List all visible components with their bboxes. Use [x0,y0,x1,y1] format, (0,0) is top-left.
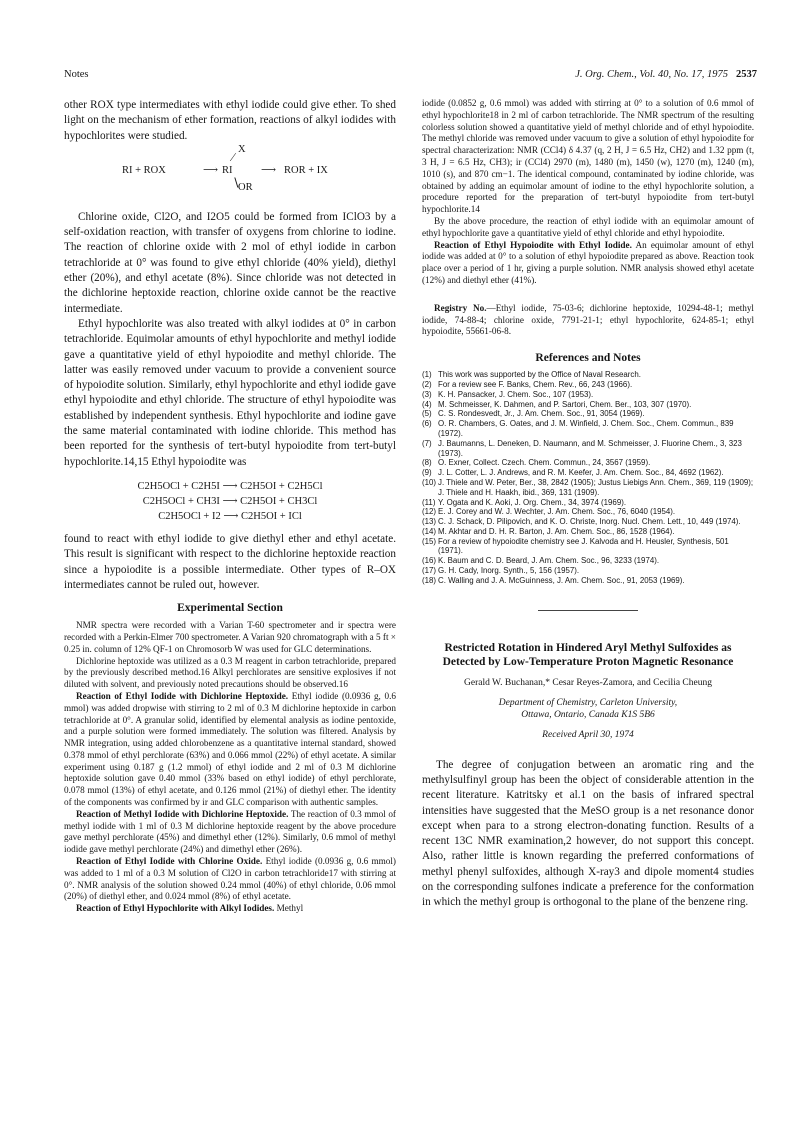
reference-item [422,498,754,508]
reference-text: C. J. Schack, D. Pilipovich, and K. O. Christe, Inorg. Nucl. Chem. Lett., 10, 449 (1974). [438,517,741,527]
reference-text: This work was supported by the Office of Naval Research. [438,370,641,380]
paragraph: The degree of conjugation between an aromatic ring and the methylsulfinyl group has been the object of considerable attention in the recent literature. Katritsky et al.1 on the basis of infrared spectral intensities have suggested that the MeSO group is a net resonance donor except when para to a strong electron-donating function. Results of a recent 13C NMR examination,2 however, do not support this concept. Also, rather little is known regarding the preferred conformations of methyl phenyl sulfoxides, although X-ray3 and dipole moment4 studies on the corresponding sulfones indicate a preference for the conformation in which the methyl group is orthogonal to the plane of the benzene ring. [422,758,754,909]
paragraph [64,691,396,809]
right-column [422,98,754,911]
reference-number: (9) [422,468,432,478]
reference-item [422,517,754,527]
reference-item [422,507,754,517]
reference-text: J. Thiele and W. Peter, Ber., 38, 2842 (1905); Justus Liebigs Ann. Chem., 369, 119 (1909); J. Thiele and H. Haakh, ibid., 369, 131 (1909). [438,477,754,497]
reference-item [422,527,754,537]
reference-number: (15) [422,536,437,546]
authors: Gerald W. Buchanan,* Cesar Reyes-Zamora, and Cecilia Cheung [464,677,712,688]
reference-text: For a review of hypoiodite chemistry see J. Kalvoda and H. Heusler, Synthesis, 501 (1971). [438,536,729,556]
references-heading: References and Notes [535,352,641,365]
paragraph-text: An equimolar amount of ethyl iodide was added at 0° to a solution of ethyl hypoiodite prepared as above. Reaction took place over a period of 1 hr, giving a purple solution. NMR analysis showed ethyl acetate (12%) and diethyl ether (41%). [422,239,754,285]
section-heading: Experimental Section [177,602,283,615]
run-in-heading: Reaction of Ethyl Hypoiodite with Ethyl Iodide. [434,239,632,250]
reference-item [422,390,754,400]
bond-line-down: ∖ [232,175,240,190]
scheme-products: ROR + IX [284,164,328,176]
affiliation-line: Ottawa, Ontario, Canada K1S 5B6 [521,709,655,720]
paragraph: By the above procedure, the reaction of ethyl iodide with an equimolar amount of ethyl hypochlorite gave a quantitative yield of ethyl chloride and ethyl hypoiodite. [422,215,754,238]
reference-text: For a review see F. Banks, Chem. Rev., 66, 243 (1966). [438,379,633,389]
scheme-or: OR [238,181,253,193]
reference-item [422,400,754,410]
reference-number: (7) [422,438,432,448]
reference-text: O. Exner, Collect. Czech. Chem. Commun., 24, 3567 (1959). [438,458,651,468]
reference-item [422,478,754,498]
paragraph: Ethyl hypochlorite was also treated with alkyl iodides at 0° in carbon tetrachloride. Equimolar amounts of ethyl hypochlorite and methyl iodide gave a quantitative yield of ethyl hypoiodite and methyl chloride. The latter was easily removed under vacuum to provide a convenient source of hypoiodite solution. Similarly, ethyl hypochlorite and ethyl iodide gave ethyl hypoiodite and ethyl chloride. The structure of ethyl hypoiodite was established by independent synthesis. Ethyl hypochlorite and iodine gave the same material contaminated with iodine chloride. This method has been reported for the synthesis of tert-butyl hypoiodite from tert-butyl hypochlorite.14,15 Ethyl hypoiodite was [64,317,396,468]
reference-item [422,458,754,468]
reference-text: M. Akhtar and D. H. R. Barton, J. Am. Chem. Soc., 86, 1528 (1964). [438,526,675,536]
paragraph: other ROX type intermediates with ethyl iodide could give ether. To shed light on the mechanism of ether formation, reactions of alkyl iodides with hypochlorites were studied. [64,99,396,142]
reference-number: (13) [422,517,437,527]
affiliation [422,697,754,721]
paragraph [64,903,396,915]
reference-text: C. Walling and J. A. McGuinness, J. Am. Chem. Soc., 91, 2053 (1969). [438,575,685,585]
run-in-heading: Reaction of Ethyl Iodide with Chlorine Oxide. [76,856,263,867]
reference-item [422,439,754,459]
reaction-scheme [64,143,396,200]
reference-item [422,468,754,478]
paragraph-text: Methyl [274,903,304,914]
reference-text: O. R. Chambers, G. Oates, and J. M. Winfield, J. Chem. Soc., Chem. Commun., 839 (1972). [438,419,734,438]
article-title: Restricted Rotation in Hindered Aryl Methyl Sulfoxides as Detected by Low-Temperature Proton Magnetic Resonance [442,641,734,668]
registry-text: —Ethyl iodide, 75-03-6; dichlorine heptoxide, 10294-48-1; methyl iodide, 74-88-4; chlorine oxide, 7791-21-1; ethyl hypochlorite, 624-85-1; ethyl hypoiodite, 55661-06-8. [422,302,754,337]
journal-name: J. Org. Chem., Vol. 40, No. 17, 1975 [575,69,728,80]
page-number: 2537 [736,69,757,80]
paragraph: found to react with ethyl iodide to give diethyl ether and ethyl acetate. This result is significant with respect to the dichlorine heptoxide reaction since a hypoiodite is a possible intermediate. Other types of R–OX intermediates cannot be ruled out, however. [64,532,396,591]
paragraph-text: Ethyl iodide (0.0936 g, 0.6 mmol) was added dropwise with stirring to 2 ml of 0.3 M dichlorine heptoxide in carbon tetrachloride at 0°. A granular solid, identified by elemental analysis as iodine pentoxide, and a purple solution were formed immediately. The solution was filtered. Analysis by NMR integration, using added chlorobenzene as a quantitative internal standard, showed 0.378 mmol of ethyl perchlorate (63%) and 0.066 mmol (22%) of ethyl acetate. A similar experiment using 0.187 g (1.2 mmol) of ethyl iodide and 2 ml of 0.3 M dichlorine heptoxide solution gave 0.40 mmol (33% based on ethyl iodide) of ethyl perchlorate, 0.078 mmol (13%) of ethyl acetate, and 0.126 mmol (21%) of diethyl ether. The identity of the components was confirmed by ir and GLC comparison with authentic samples. [64,690,396,808]
reference-number: (14) [422,526,437,536]
bond-line-up: ∕ [232,149,235,164]
scheme-x: X [238,143,246,155]
run-in-heading: Reaction of Ethyl Iodide with Dichlorine Heptoxide. [76,690,289,701]
reference-text: C. S. Rondesvedt, Jr., J. Am. Chem. Soc., 91, 3054 (1969). [438,409,645,419]
reference-text: Y. Ogata and K. Aoki, J. Org. Chem., 34, 3974 (1969). [438,497,627,507]
arrow-icon: ⟶ [203,164,219,176]
paragraph [64,809,396,856]
reference-number: (18) [422,575,437,585]
section-label: Notes [64,69,89,80]
run-in-heading: Reaction of Ethyl Hypochlorite with Alkyl Iodides. [76,903,275,914]
paragraph [422,240,754,287]
paragraph: iodide (0.0852 g, 0.6 mmol) was added with stirring at 0° to a solution of 0.6 mmol of ethyl hypochlorite18 in 2 ml of carbon tetrachloride. The NMR spectrum of the resulting colorless solution showed a quantitative yield of methyl chloride and of ethyl hypoiodite. The methyl chloride was removed under vacuum to give a solution of ethyl hypoiodite for spectral characterization: NMR (CCl4) δ 4.37 (q, 2 H, J = 6.5 Hz, CH2) and 1.32 ppm (t, 3 H, J = 6.5 Hz, CH3); ir (CCl4) 2970 (m), 1480 (m), 1450 (w), 1270 (m), 1240 (m), 1010 (s), and 870 cm−1. The identical compound, contaminated by iodine chloride, was obtained by adding an equimolar amount of iodine to the ethyl hypochlorite solution, a procedure reported for the preparation of tert-butyl hypoiodite from tert-butyl hypochlorite.14 [422,98,754,215]
reference-number: (1) [422,370,432,380]
reference-number: (2) [422,379,432,389]
reference-item [422,419,754,439]
reaction-equations [64,480,396,522]
scheme-intermediate: RI [222,164,233,176]
reference-item [422,566,754,576]
reference-number: (12) [422,507,437,517]
paragraph: Chlorine oxide, Cl2O, and I2O5 could be formed from IClO3 by a self-oxidation reaction, with transfer of oxygens from chlorine to iodine. The reaction of chlorine oxide with 2 mol of ethyl iodide in carbon tetrachloride at 0° was found to give ethyl chloride (40% yield), diethyl ether (20%), and ethyl acetate (8%). Since chloride was not detected in the dichlorine heptoxide reaction, chlorine oxide cannot be the reactive intermediate. [64,210,396,315]
affiliation-line: Department of Chemistry, Carleton University, [498,697,678,708]
reference-number: (8) [422,458,432,468]
reference-text: M. Schmeisser, K. Dahmen, and P. Sartori, Chem. Ber., 103, 307 (1970). [438,399,692,409]
reaction-equation: C2H5OCl + C2H5I ⟶ C2H5OI + C2H5Cl [137,480,323,492]
paragraph: NMR spectra were recorded with a Varian T-60 spectrometer and ir spectra were recorded with a Perkin-Elmer 700 spectrometer. A Varian 920 chromatograph with a 5 ft × 0.25 in. column of 12% QF-1 on Chromosorb W was used for GLC determinations. [64,620,396,654]
reference-item [422,556,754,566]
paragraph: Dichlorine heptoxide was utilized as a 0.3 M reagent in carbon tetrachloride, prepared by the previously described method.16 Alkyl perchlorates are sensitive explosives if not diluted with solvent, and previously noted precautions should be observed.16 [64,655,396,690]
reference-item [422,537,754,557]
received-date: Received April 30, 1974 [542,729,634,740]
left-column [64,98,396,915]
reference-item [422,409,754,419]
reference-number: (5) [422,409,432,419]
reference-item [422,576,754,586]
registry-heading: Registry No. [434,302,487,313]
reaction-equation: C2H5OCl + I2 ⟶ C2H5OI + ICl [158,510,302,522]
reference-text: J. Baumanns, L. Deneken, D. Naumann, and M. Schmeisser, J. Fluorine Chem., 3, 323 (1973). [438,438,742,458]
reference-number: (6) [422,419,432,429]
run-in-heading: Reaction of Methyl Iodide with Dichlorine Heptoxide. [76,808,289,819]
reference-text: K. H. Pansacker, J. Chem. Soc., 107 (1953). [438,389,594,399]
reference-item [422,370,754,380]
reference-number: (16) [422,556,437,566]
reference-list [422,370,754,586]
paragraph-text: Ethyl iodide (0.0936 g, 0.6 mmol) was added to 1 ml of a 0.3 M solution of Cl2O in carbon tetrachloride17 with stirring at 0°. NMR analysis of the solution showed 0.24 mmol (40%) of ethyl chloride, 0.06 mmol (20%) of diethyl ether, and 0.024 mmol (8%) of ethyl acetate. [64,856,396,902]
arrow-icon: ⟶ [261,164,277,176]
reference-number: (3) [422,389,432,399]
paragraph-text: The reaction of 0.3 mmol of methyl iodide with 1 ml of 0.3 M dichlorine heptoxide reagent by the above procedure gave methyl perchlorate (45%) and dimethyl ether (12%). Similarly, 0.6 mmol of methyl iodide gave methyl perchlorate (24%) and dimethyl ether (26%). [64,808,396,855]
scheme-reactants: RI + ROX [122,164,166,176]
paragraph [64,856,396,903]
reference-number: (4) [422,399,432,409]
reference-item [422,380,754,390]
registry-numbers [422,303,754,338]
journal-citation [575,69,757,80]
reference-number: (11) [422,497,436,507]
reference-number: (17) [422,566,437,576]
reference-text: G. H. Cady, Inorg. Synth., 5, 156 (1957). [438,566,580,576]
reference-number: (10) [422,477,437,487]
divider [538,610,638,611]
reference-text: K. Baum and C. D. Beard, J. Am. Chem. Soc., 96, 3233 (1974). [438,556,660,566]
reference-text: J. L. Cotter, L. J. Andrews, and R. M. Keefer, J. Am. Chem. Soc., 84, 4692 (1962). [438,468,724,478]
reference-text: E. J. Corey and W. J. Wechter, J. Am. Chem. Soc., 76, 6040 (1954). [438,507,676,517]
reaction-equation: C2H5OCl + CH3I ⟶ C2H5OI + CH3Cl [142,495,318,507]
